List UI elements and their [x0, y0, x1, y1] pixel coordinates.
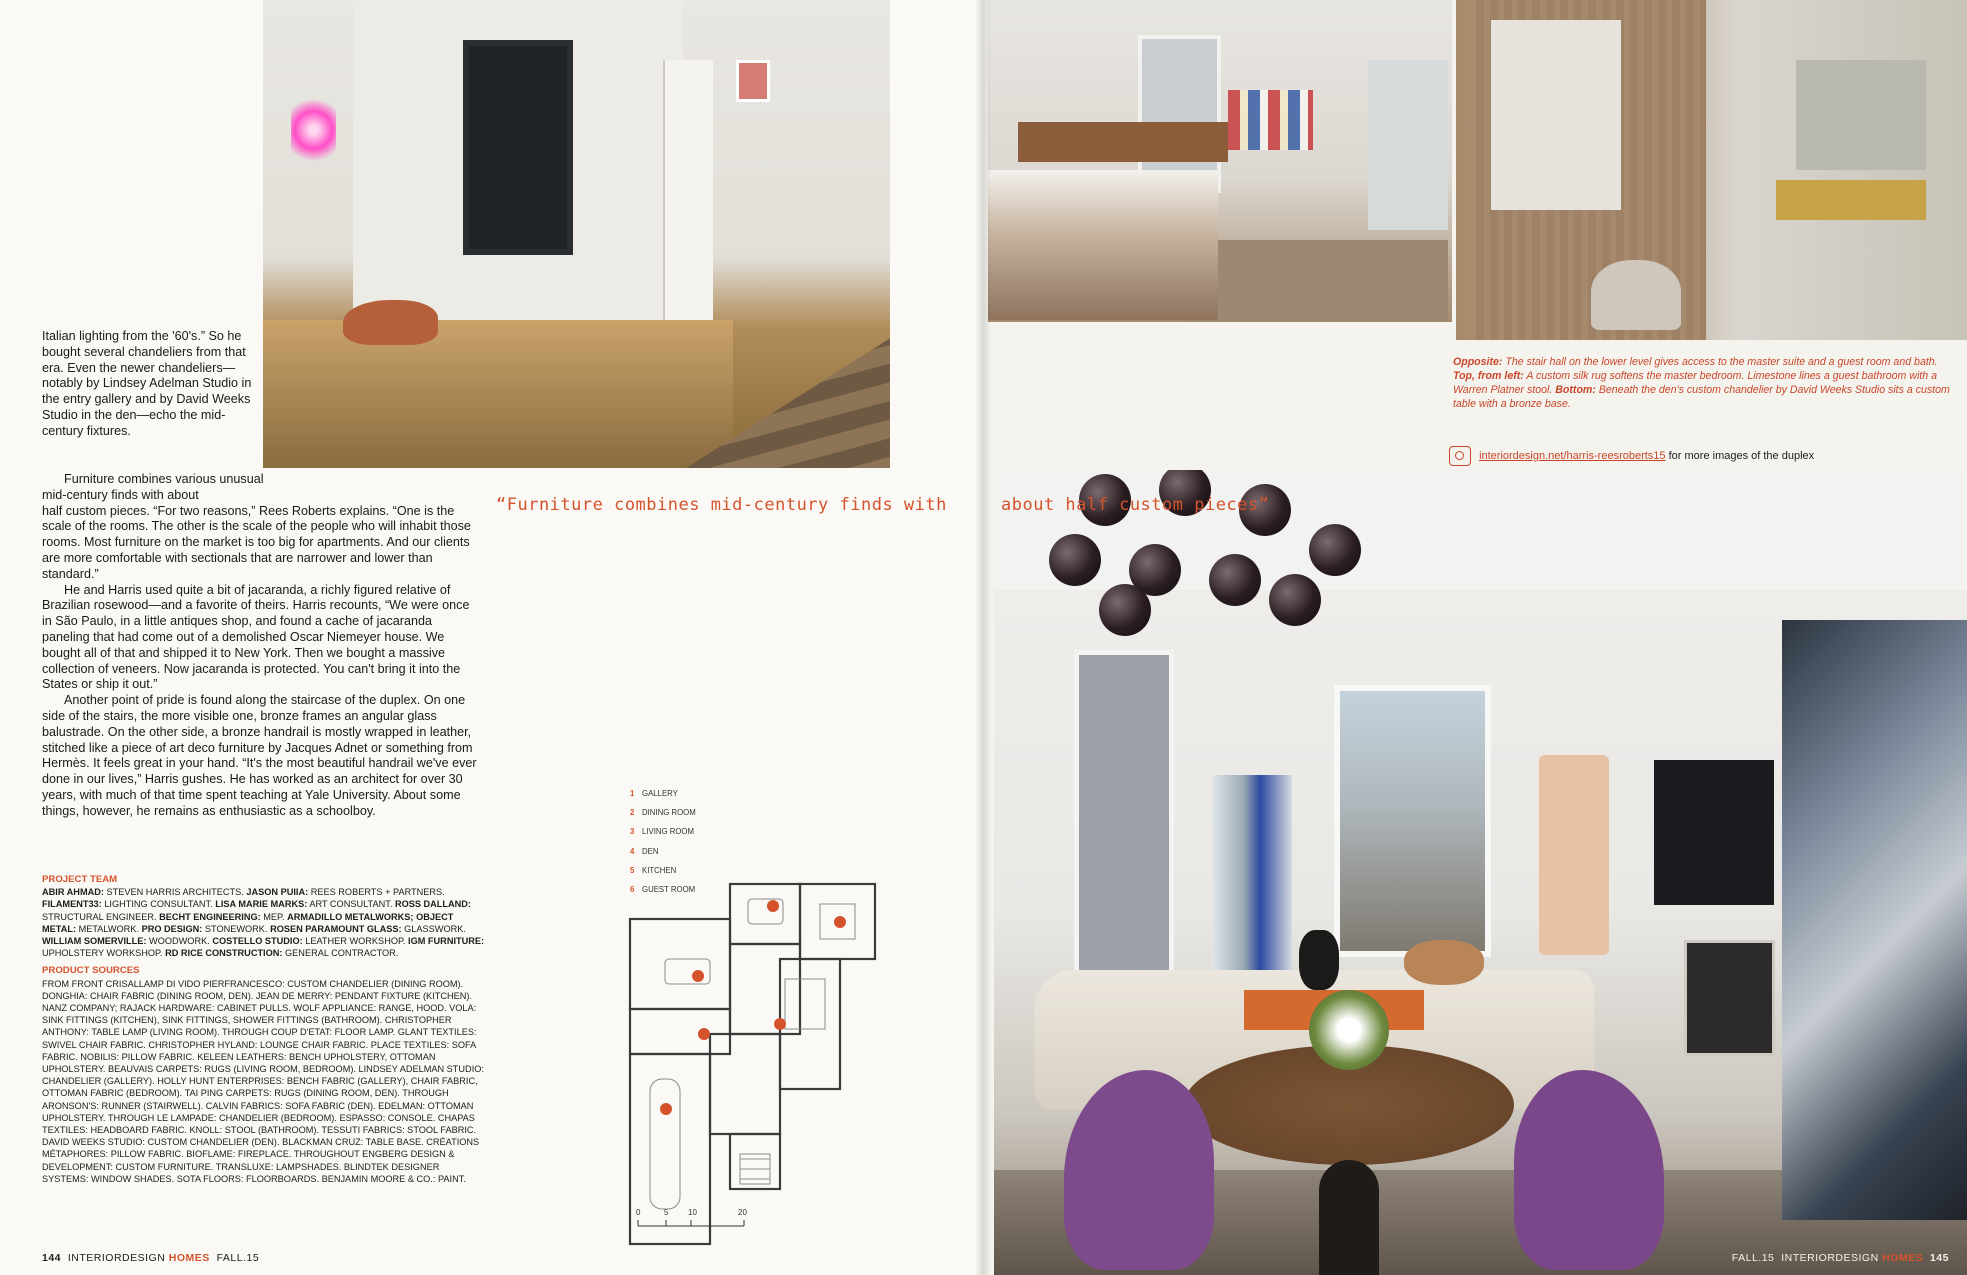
folio-left	[42, 1252, 259, 1264]
article-paragraph-furniture-start: Furniture combines various unusual mid-century finds with about	[42, 472, 264, 502]
project-team-heading: PROJECT TEAM	[42, 874, 118, 885]
floor-plan-drawing	[620, 864, 898, 1254]
legend-label: DEN	[642, 846, 659, 856]
photo-caption	[1453, 355, 1953, 411]
page-number: 145	[1929, 1252, 1949, 1264]
pull-quote-part-1: “Furniture combines mid-century finds with	[496, 495, 947, 515]
credit-role: STRUCTURAL ENGINEER.	[42, 911, 157, 922]
scale-label: 0	[636, 1208, 641, 1217]
scale-label: 20	[738, 1208, 747, 1217]
legend-number: 5	[630, 865, 635, 875]
legend-label: KITCHEN	[642, 865, 677, 875]
floor-plan-markers	[660, 900, 846, 1115]
pull-quote-part-2: about half custom pieces”	[1001, 495, 1270, 515]
legend-number: 2	[630, 808, 635, 818]
photo-flower-arrangement	[1309, 990, 1389, 1070]
caption-top-text: A custom silk rug softens the master bedroom. Limestone lines a guest bathroom with a Warren Platner stool.	[1453, 370, 1937, 397]
legend-label: LIVING ROOM	[642, 827, 694, 837]
folio-brand: INTERIORDESIGN	[67, 1252, 166, 1264]
page-number: 144	[42, 1252, 62, 1264]
credit-name: COSTELLO STUDIO:	[212, 936, 303, 947]
photo-neon-sign	[291, 95, 336, 165]
photo-window-left	[1074, 650, 1174, 1010]
credit-role: LIGHTING CONSULTANT.	[104, 899, 213, 910]
credit-role: ART CONSULTANT.	[309, 899, 393, 910]
photo-vanity	[1776, 180, 1926, 220]
floor-plan-scale	[636, 1208, 748, 1240]
photo-purple-chair-right	[1514, 1070, 1664, 1270]
article-body	[42, 472, 482, 820]
credit-name: LISA MARIE MARKS:	[215, 899, 308, 910]
credit-name: RD RICE CONSTRUCTION:	[165, 948, 283, 959]
pull-quote	[496, 495, 1316, 515]
credit-name: FILAMENT33:	[42, 899, 102, 910]
legend-number: 4	[630, 846, 635, 856]
photo-platner-stool	[1591, 260, 1681, 330]
stair-hall-photo	[263, 0, 890, 468]
photo-mirror	[1796, 60, 1926, 170]
credit-role: UPHOLSTERY WORKSHOP.	[42, 948, 163, 959]
scale-label: 5	[664, 1208, 669, 1217]
photo-blue-artwork	[1212, 775, 1292, 980]
project-team-list	[42, 886, 488, 959]
master-bedroom-photo	[988, 0, 1452, 322]
legend-label: DINING ROOM	[642, 808, 696, 818]
photo-dark-artwork	[463, 40, 573, 255]
photo-window-center	[1334, 685, 1491, 957]
article-paragraph-furniture: half custom pieces. “For two reasons,” Rees Roberts explains. “One is the scale of the rooms. The other is the scale of the people who will inhabit those rooms. Most furniture on the market is too big for apartments. And our clients are more comfortable with sectionals that are narrower and lower than standard.”	[42, 503, 471, 581]
article-paragraph-intro: Italian lighting from the '60's.” So he bought several chandeliers from that era. Even the newer chandeliers—notably by Lindsey Adelman Studio in the entry gallery and by David Weeks Studio in the den—echo the mid-century fixtures.	[42, 329, 252, 438]
web-url-link[interactable]: interiordesign.net/harris-reesroberts15	[1479, 449, 1666, 462]
credit-role: STEVEN HARRIS ARCHITECTS.	[106, 887, 244, 898]
photo-bed	[988, 170, 1218, 320]
guest-bathroom-photo	[1456, 0, 1967, 340]
credit-name: IGM FURNITURE:	[408, 936, 485, 947]
photo-doorway	[663, 60, 713, 320]
credit-name: ARMADILLO METALWORKS;	[287, 911, 414, 922]
legend-item	[630, 822, 750, 841]
photo-large-artwork	[1782, 620, 1967, 1220]
photo-chandelier	[1039, 470, 1379, 624]
camera-icon	[1449, 446, 1471, 466]
page-gutter	[975, 0, 991, 1275]
legend-item	[630, 784, 750, 803]
credit-role: WOODWORK.	[149, 936, 210, 947]
credit-name: ROSS DALLAND:	[394, 899, 471, 910]
photo-stone-art	[1491, 20, 1621, 210]
den-photo	[994, 470, 1967, 1275]
credits-block	[42, 872, 488, 1185]
legend-number: 1	[630, 789, 635, 798]
credit-role: GENERAL CONTRACTOR.	[285, 948, 399, 959]
scale-bar	[636, 1216, 748, 1228]
folio-right	[1732, 1252, 1949, 1264]
credit-name: WILLIAM SOMERVILLE:	[42, 936, 147, 947]
credit-name: ABIR AHMAD:	[42, 887, 104, 898]
folio-brand: INTERIORDESIGN	[1781, 1252, 1879, 1264]
web-link-text: for more images of the duplex	[1668, 449, 1815, 462]
article-paragraph-jacaranda: He and Harris used quite a bit of jacaranda, a richly figured relative of Brazilian rosewood—and a favorite of theirs. Harris recounts, “We were once in São Paulo, in a little antiques shop, and found a cache of jacaranda paneling that had come out of a demolished Oscar Niemeyer house. We bought all of that and shipped it to New York. Then we bought a massive collection of veneers. Now jacaranda is protected. You can't bring it into the States or ship it out.”	[42, 582, 470, 692]
legend-item	[630, 803, 750, 822]
caption-bottom-label: Bottom:	[1555, 384, 1596, 397]
photo-wood-floor	[263, 320, 733, 468]
credit-name: OBJECT METAL:	[42, 911, 454, 934]
legend-label: GALLERY	[642, 789, 678, 798]
photo-fireplace	[1684, 940, 1775, 1056]
folio-section: HOMES	[1882, 1252, 1924, 1264]
photo-dog	[343, 300, 438, 345]
photo-brown-dog	[1404, 940, 1484, 985]
scale-labels	[636, 1208, 748, 1240]
credit-name: JASON PUIIA:	[246, 887, 309, 898]
credit-role: STONEWORK.	[204, 923, 268, 934]
legend-number: 6	[630, 885, 635, 895]
photo-table-base	[1319, 1160, 1379, 1275]
caption-opposite-text: The stair hall on the lower level gives access to the master suite and a guest room and bath.	[1505, 356, 1938, 368]
caption-bottom-text: Beneath the den's custom chandelier by David Weeks Studio sits a custom table with a bronze base.	[1453, 384, 1950, 411]
legend-label: GUEST ROOM	[642, 885, 696, 895]
photo-beige-artwork	[1539, 755, 1609, 955]
credit-role: REES ROBERTS + PARTNERS.	[310, 887, 445, 898]
article-paragraph-staircase: Another point of pride is found along the staircase of the duplex. On one side of the stairs, the more visible one, bronze frames an angular glass balustrade. On the other side, a bronze handrail is mostly wrapped in leather, stitched like a piece of art deco furniture by Jacques Adnet or something from Hermès. It feels great in your hand. “It's the most beautiful handrail we've ever done in our lives,” Harris gushes. He has worked as an architect for over 30 years, with much of that time spent teaching at Yale University. About some things, however, he remains as enthusiastic as a schoolboy.	[42, 693, 477, 818]
photo-small-artwork	[736, 60, 770, 102]
photo-headboard	[1018, 122, 1228, 162]
credit-role: METALWORK.	[78, 923, 139, 934]
photo-silk-rug	[1188, 240, 1448, 322]
credit-name: PRO DESIGN:	[141, 923, 203, 934]
product-sources-heading: PRODUCT SOURCES	[42, 965, 140, 977]
legend-item	[630, 842, 750, 861]
product-sources-list: FROM FRONT CRISALLAMP DI VIDO PIERFRANCESCO: CUSTOM CHANDELIER (DINING ROOM). DONGHIA: CHAIR FABRIC (DINING ROOM, DEN). JEAN DE MERRY: PENDANT FIXTURE (KITCHEN). NANZ COMPANY; RAJACK HARDWARE: CABINET PULLS. WOLF APPLIANCE: RANGE, HOOD. VOLA: SINK FITTINGS (KITCHEN), SINK FITTINGS, SHOWER FITTINGS (BATHROOM). CHRISTOPHER ANTHONY: TABLE LAMP (LIVING ROOM). THROUGH COUP D'ETAT: FLOOR LAMP. GLANT TEXTILES: SWIVEL CHAIR FABRIC. CHRISTOPHER HYLAND: LOUNGE CHAIR FABRIC. PLACE TEXTILES: SOFA FABRIC. NOBILIS: PILLOW FABRIC. KELEEN LEATHERS: BENCH UPHOLSTERY, OTTOMAN UPHOLSTERY. BEAUVAIS CARPETS: RUGS (LIVING ROOM, BEDROOM). LINDSEY ADELMAN STUDIO: CHANDELIER (GALLERY). HOLLY HUNT ENTERPRISES: BENCH FABRIC (GALLERY), CHAIR FABRIC, OTTOMAN FABRIC (BEDROOM). TAI PING CARPETS: RUGS (DINING ROOM, DEN). THROUGH ARONSON'S: RUNNER (STAIRWELL). CALVIN FABRICS: SOFA FABRIC (DEN). EDELMAN: OTTOMAN UPHOLSTERY. THROUGH LE LAMPADE: CHANDELIER (BEDROOM). ESPASSO: CONSOLE. CHAPAS TEXTILES: HEADBOARD FABRIC. KNOLL: STOOL (BATHROOM). TESSUTI FABRICS: STOOL FABRIC. DAVID WEEKS STUDIO: CUSTOM CHANDELIER (DEN). BLACKMAN CRUZ: TABLE BASE. CRÉATIONS MÉTAPHORES: PILLOW FABRIC. BIOFLAME: FIREPLACE. THROUGHOUT ENGBERG DESIGN & DEVELOPMENT: CUSTOM FURNITURE. TRANSLUXE: LAMPSHADES. BLINDTEK DESIGNER SYSTEMS: WINDOW SHADES. SOTA FLOORS: FLOORBOARDS. BENJAMIN MOORE & CO.: PAINT.	[42, 978, 484, 1184]
photo-television	[1654, 760, 1774, 905]
legend-number: 3	[630, 827, 635, 837]
credit-role: GLASSWORK.	[404, 923, 466, 934]
caption-top-label: Top, from left:	[1453, 370, 1524, 383]
scale-label: 10	[688, 1208, 697, 1217]
folio-issue: FALL.15	[216, 1252, 260, 1264]
credit-name: ROSEN PARAMOUNT GLASS:	[270, 923, 402, 934]
credit-role: LEATHER WORKSHOP.	[305, 936, 406, 947]
photo-black-dog	[1299, 930, 1339, 990]
caption-opposite-label: Opposite:	[1453, 356, 1503, 368]
web-link-promo	[1449, 446, 1959, 466]
photo-window-shade	[1368, 60, 1448, 230]
photo-art-gallery-wall	[1228, 90, 1313, 150]
folio-issue: FALL.15	[1731, 1252, 1775, 1264]
credit-name: BECHT ENGINEERING:	[159, 911, 261, 922]
credit-role: MEP.	[263, 911, 285, 922]
folio-section: HOMES	[168, 1252, 210, 1264]
